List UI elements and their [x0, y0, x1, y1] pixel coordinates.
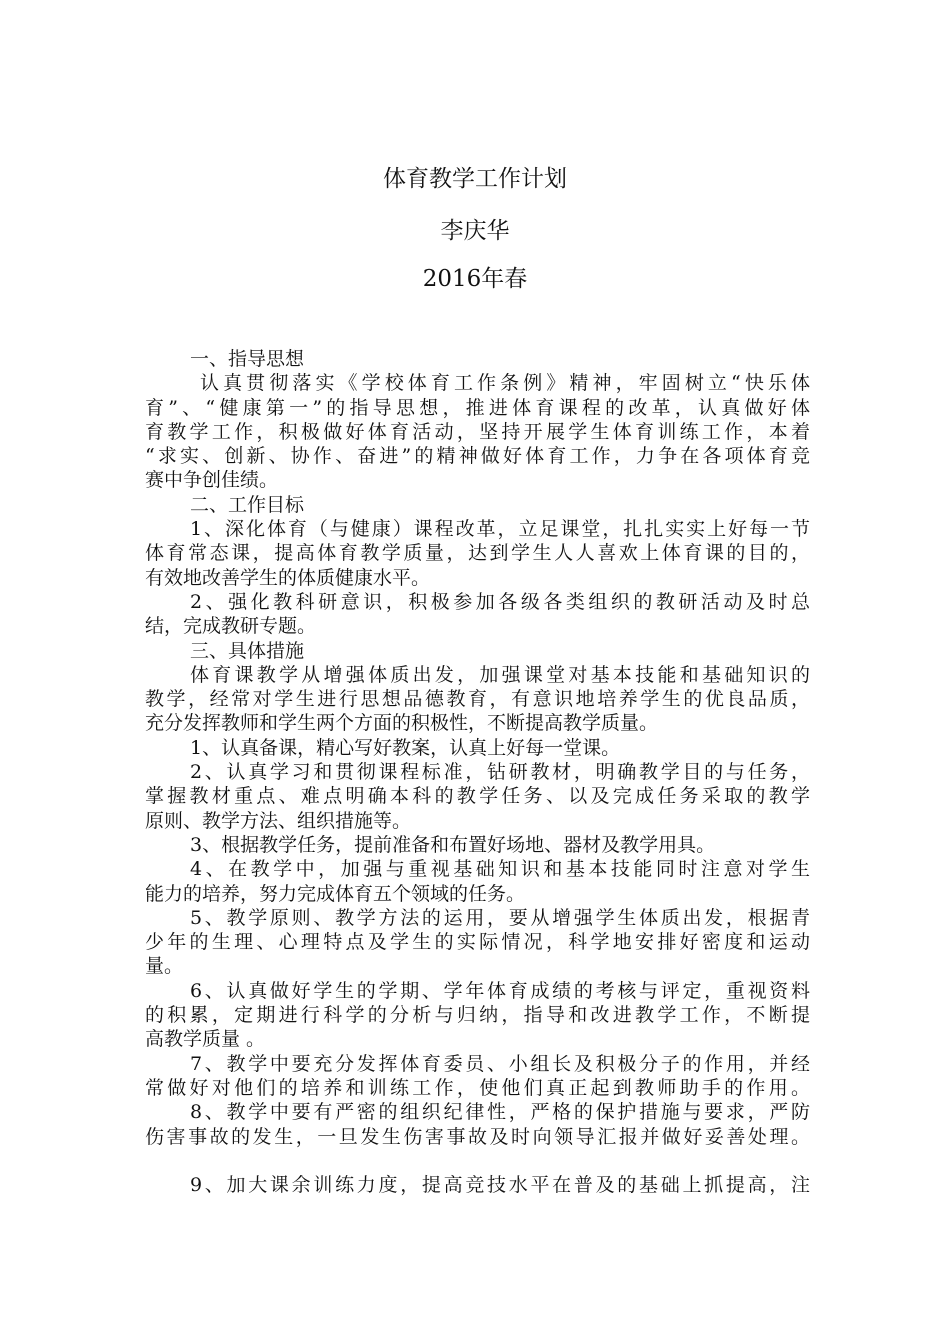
paragraph-line: 9、加大课余训练力度，提高竞技水平在普及的基础上抓提高，注: [190, 1174, 810, 1197]
paragraph-line: 量。: [145, 955, 184, 978]
paragraph-line: 5、教学原则、教学方法的运用，要从增强学生体质出发，根据青: [190, 906, 810, 929]
paragraph-line: 6、认真做好学生的学期、学年体育成绩的考核与评定，重视资料: [190, 979, 810, 1002]
paragraph-line: 常做好对他们的培养和训练工作，使他们真正起到教师助手的作用。: [145, 1076, 810, 1099]
paragraph-line: 7、教学中要充分发挥体育委员、小组长及积极分子的作用，并经: [190, 1052, 810, 1075]
paragraph-line: 3、根据教学任务，提前准备和布置好场地、器材及教学用具。: [190, 833, 716, 856]
section-heading-measures: 三、具体措施: [190, 639, 305, 662]
paragraph-line: 充分发挥教师和学生两个方面的积极性，不断提高教学质量。: [145, 712, 659, 735]
document-title: 体育教学工作计划: [383, 166, 567, 192]
paragraph-line: 育教学工作，积极做好体育活动，坚持开展学生体育训练工作，本着: [145, 420, 810, 443]
paragraph-line: 4、在教学中，加强与重视基础知识和基本技能同时注意对学生: [190, 858, 810, 881]
paragraph-line: 1、深化体育（与健康）课程改革，立足课堂，扎扎实实上好每一节: [190, 518, 810, 541]
paragraph-line: 8、教学中要有严密的组织纪律性，严格的保护措施与要求，严防: [190, 1101, 810, 1124]
paragraph-line: 2、认真学习和贯彻课程标准，钻研教材，明确教学目的与任务，: [190, 761, 810, 784]
paragraph-line: 认真贯彻落实《学校体育工作条例》精神，牢固树立“快乐体: [200, 372, 810, 395]
document-date: 2016年春: [422, 266, 528, 292]
section-heading-guiding-thought: 一、指导思想: [190, 348, 305, 370]
paragraph-line: 教学，经常对学生进行思想品德教育，有意识地培养学生的优良品质，: [145, 688, 810, 711]
paragraph-line: 结，完成教研专题。: [145, 615, 317, 638]
document-author: 李庆华: [440, 218, 510, 244]
paragraph-line: 体育课教学从增强体质出发，加强课堂对基本技能和基础知识的: [190, 663, 810, 686]
paragraph-line: 高教学质量 。: [145, 1028, 266, 1051]
paragraph-line: 掌握教材重点、难点明确本科的教学任务、以及完成任务采取的教学: [145, 785, 810, 808]
paragraph-line: 体育常态课，提高体育教学质量，达到学生人人喜欢上体育课的目的，: [145, 542, 810, 565]
document-body: [145, 347, 810, 1197]
paragraph-line: 1、认真备课，精心写好教案，认真上好每一堂课。: [190, 736, 621, 759]
paragraph-line: 2、强化教科研意识，积极参加各级各类组织的教研活动及时总: [190, 590, 810, 613]
paragraph-line: 育”、“健康第一”的指导思想，推进体育课程的改革，认真做好体: [145, 396, 810, 419]
paragraph-line: 伤害事故的发生，一旦发生伤害事故及时向领导汇报并做好妥善处理。: [145, 1125, 810, 1148]
paragraph-line: 的积累，定期进行科学的分析与归纳，指导和改进教学工作，不断提: [145, 1004, 810, 1027]
paragraph-line: 少年的生理、心理特点及学生的实际情况，科学地安排好密度和运动: [145, 931, 810, 954]
paragraph-line: 有效地改善学生的体质健康水平。: [145, 566, 431, 589]
blank-line: [145, 1149, 810, 1173]
paragraph-line: “求实、创新、协作、奋进”的精神做好体育工作，力争在各项体育竞: [145, 445, 810, 468]
section-heading-work-goals: 二、工作目标: [190, 493, 305, 516]
paragraph-line: 能力的培养，努力完成体育五个领域的任务。: [145, 882, 526, 905]
paragraph-line: 赛中争创佳绩。: [145, 469, 279, 492]
paragraph-line: 原则、教学方法、组织措施等。: [145, 809, 412, 832]
